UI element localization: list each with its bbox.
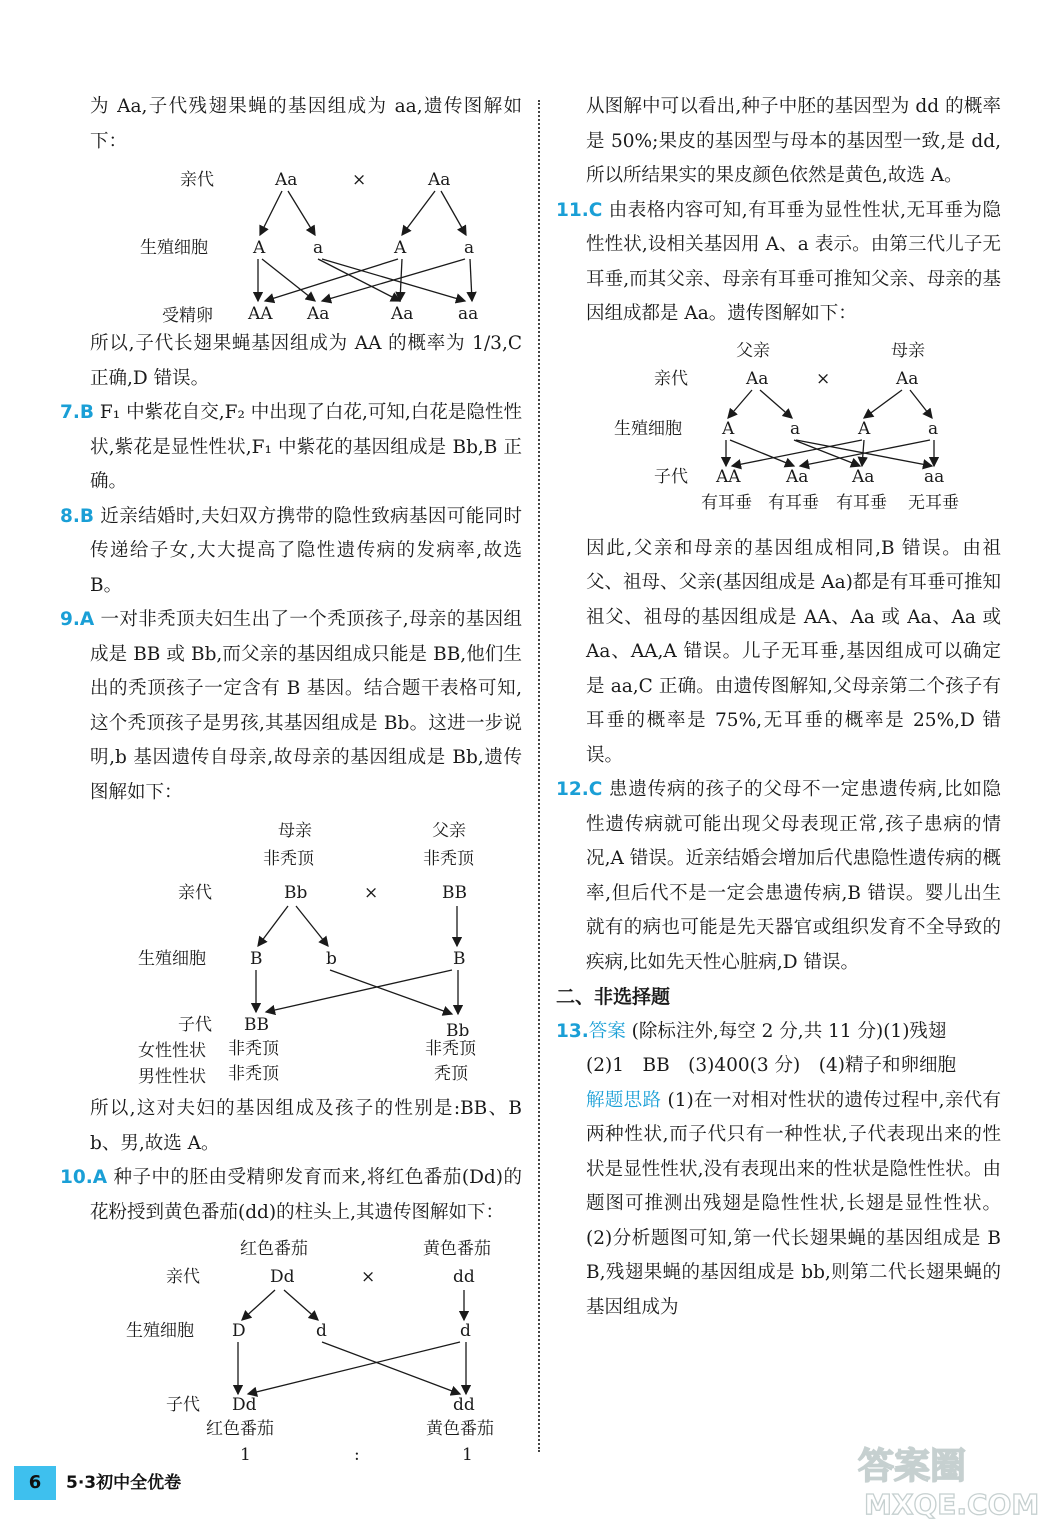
q8-number: 8.B bbox=[60, 505, 95, 527]
q11-text: 由表格内容可知,有耳垂为显性性状,无耳垂为隐性性状,设相关基因用 A、a 表示。由第三代儿子无耳垂,而其父亲、母亲有耳垂可推知父亲、母亲的基因组成都是 Aa。遗传图解如下： bbox=[586, 199, 1001, 324]
mother-phenotype: 非秃顶 bbox=[263, 849, 314, 869]
child-4-phenotype: 无耳垂 bbox=[908, 492, 959, 513]
diagram-earlobe-cross bbox=[556, 336, 1001, 528]
q9-number: 9.A bbox=[60, 609, 95, 630]
ratio-2: 1 bbox=[462, 1445, 473, 1465]
male-trait-2: 秃顶 bbox=[434, 1064, 468, 1084]
cross-arrows bbox=[238, 1290, 466, 1394]
q8-text: 近亲结婚时,夫妇双方携带的隐性致病基因可能同时传递给子女,大大提高了隐性遗传病的发病率,故选 B。 bbox=[90, 505, 522, 596]
label-gamete: 生殖细胞 bbox=[126, 1321, 194, 1341]
child-2-phenotype: 有耳垂 bbox=[768, 492, 819, 513]
watermark-logo bbox=[850, 1434, 1040, 1522]
parent-yellow: dd bbox=[453, 1267, 475, 1287]
label-male: 男性性状 bbox=[138, 1067, 206, 1087]
label-gamete: 生殖细胞 bbox=[140, 238, 208, 258]
label-parent: 亲代 bbox=[654, 368, 688, 389]
label-gamete: 生殖细胞 bbox=[138, 949, 206, 969]
child-1-phenotype: 红色番茄 bbox=[206, 1419, 274, 1439]
child-2: Bb bbox=[446, 1021, 470, 1041]
label-gamete: 生殖细胞 bbox=[614, 418, 682, 439]
child-3: Aa bbox=[852, 466, 875, 487]
cross-sign: × bbox=[352, 170, 367, 190]
page-number: 6 bbox=[14, 1466, 56, 1500]
gamete-1: A bbox=[253, 238, 266, 258]
child-3-phenotype: 有耳垂 bbox=[836, 492, 887, 513]
male-trait-1: 非秃顶 bbox=[228, 1064, 279, 1084]
watermark-text: 答案圈 bbox=[858, 1446, 967, 1487]
book-title: 5·3初中全优卷 bbox=[66, 1473, 182, 1493]
q12-text: 患遗传病的孩子的父母不一定患遗传病,比如隐性遗传病就可能出现父母表现正常,孩子患病的情况,A 错误。近亲结婚会增加后代患隐性遗传病的概率,但后代不是一定会患遗传病,B 错误。婴儿出生就有的病也可能是先天器官或组织发育不全导致的疾病,比如先天性心脏病,D 错误。 bbox=[586, 779, 1001, 973]
column-divider bbox=[538, 100, 540, 1452]
gamete-2: d bbox=[316, 1321, 327, 1341]
ratio-colon: : bbox=[354, 1445, 360, 1465]
cross-sign: × bbox=[364, 883, 379, 903]
label-female: 女性性状 bbox=[138, 1041, 206, 1061]
cross-arrows bbox=[256, 906, 458, 1014]
gamete-4: a bbox=[464, 238, 475, 258]
label-child: 子代 bbox=[178, 1015, 212, 1035]
child-1: Dd bbox=[232, 1395, 257, 1415]
question-9 bbox=[60, 603, 522, 810]
label-child: 子代 bbox=[166, 1395, 200, 1415]
continuation-q10: 从图解中可以看出,种子中胚的基因型为 dd 的概率是 50%;果皮的基因型与母本的基因型一致,是 dd,所以所结果实的果皮颜色依然是黄色,故选 A。 bbox=[586, 96, 1001, 186]
parent-mother: Aa bbox=[896, 368, 919, 389]
solution-label: 解题思路 bbox=[586, 1089, 662, 1111]
question-10 bbox=[60, 1161, 522, 1230]
diagram-fruitfly-cross bbox=[60, 163, 522, 326]
cross-sign: × bbox=[816, 368, 831, 389]
after-diagram-11: 因此,父亲和母亲的基因组成相同,B 错误。由祖父、祖母、父亲(基因组成是 Aa)都是有耳垂可推知祖父、祖母的基因组成是 AA、Aa 或 Aa、Aa 或 Aa、AA,A 错误。儿子无耳垂,基因组成可以确定是 aa,C 正确。由遗传图解知,父母亲第二个孩子有耳垂的概率是 75%,无耳垂的概率是 25%,D 错误。 bbox=[586, 537, 1001, 766]
label-parent: 亲代 bbox=[166, 1267, 200, 1287]
q7-number: 7.B bbox=[60, 402, 95, 423]
question-7 bbox=[60, 396, 522, 500]
parent-father: BB bbox=[442, 883, 467, 903]
diagram-tomato-cross bbox=[60, 1234, 522, 1464]
question-11 bbox=[556, 194, 1001, 332]
child-1-phenotype: 有耳垂 bbox=[701, 492, 752, 513]
label-mother: 母亲 bbox=[278, 821, 312, 841]
zygote-1: AA bbox=[248, 304, 273, 324]
question-8 bbox=[60, 500, 522, 604]
parent-1: Aa bbox=[275, 170, 298, 190]
q13-answer-line2: (2)1 BB (3)400(3 分) (4)精子和卵细胞 bbox=[586, 1055, 956, 1076]
label-mother: 母亲 bbox=[891, 340, 925, 361]
label-red-tomato: 红色番茄 bbox=[240, 1239, 308, 1259]
intro-paragraph: 为 Aa,子代残翅果蝇的基因组成为 aa,遗传图解如下： bbox=[90, 96, 522, 152]
q12-number: 12.C bbox=[556, 779, 603, 800]
diagram-baldness-cross bbox=[60, 814, 522, 1087]
zygote-2: Aa bbox=[307, 304, 330, 324]
child-2: dd bbox=[453, 1395, 475, 1415]
svg-text:MXQE.COM: MXQE.COM bbox=[864, 1488, 1040, 1521]
father-phenotype: 非秃顶 bbox=[423, 849, 474, 869]
parent-mother: Bb bbox=[284, 883, 308, 903]
gamete-3: d bbox=[460, 1321, 471, 1341]
gamete-2: a bbox=[790, 418, 801, 439]
label-parent: 亲代 bbox=[178, 883, 212, 903]
cross-arrows bbox=[258, 191, 475, 301]
child-1: BB bbox=[244, 1015, 269, 1035]
label-father: 父亲 bbox=[432, 821, 466, 841]
after-diagram-9: 所以,这对夫妇的基因组成及孩子的性别是:BB、Bb、男,故选 A。 bbox=[90, 1098, 522, 1154]
page-footer bbox=[14, 1466, 274, 1504]
q13-answer-text: (除标注外,每空 2 分,共 11 分)(1)残翅 bbox=[625, 1020, 947, 1042]
gamete-4: a bbox=[928, 418, 939, 439]
label-yellow-tomato: 黄色番茄 bbox=[423, 1239, 491, 1259]
ratio-1: 1 bbox=[240, 1445, 251, 1465]
cross-sign: × bbox=[361, 1267, 376, 1287]
zygote-4: aa bbox=[458, 304, 479, 324]
q7-text: F₁ 中紫花自交,F₂ 中出现了白花,可知,白花是隐性性状,紫花是显性性状,F₁ 中紫花的基因组成是 Bb,B 正确。 bbox=[90, 402, 522, 492]
zygote-3: Aa bbox=[391, 304, 414, 324]
cross-arrows bbox=[726, 390, 934, 466]
answer-label: 答案 bbox=[588, 1020, 626, 1042]
question-13-solution bbox=[556, 1084, 1001, 1326]
gamete-1: B bbox=[250, 949, 263, 969]
gamete-2: b bbox=[326, 949, 337, 969]
child-2-phenotype: 黄色番茄 bbox=[426, 1419, 494, 1439]
q9-text: 一对非秃顶夫妇生出了一个秃顶孩子,母亲的基因组成是 BB 或 Bb,而父亲的基因组成只能是 BB,他们生出的秃顶孩子一定含有 B 基因。结合题干表格可知,这个秃顶孩子是男孩,其基因组成是 Bb。这进一步说明,b 基因遗传自母亲,故母亲的基因组成是 Bb,遗传图解如下： bbox=[90, 609, 522, 803]
label-zygote: 受精卵 bbox=[162, 306, 213, 326]
label-parent: 亲代 bbox=[180, 170, 214, 190]
gamete-2: a bbox=[313, 238, 324, 258]
gamete-3: A bbox=[858, 418, 871, 439]
parent-2: Aa bbox=[428, 170, 451, 190]
label-child: 子代 bbox=[654, 466, 688, 487]
gamete-3: A bbox=[394, 238, 407, 258]
right-column bbox=[556, 90, 1001, 1325]
left-column bbox=[60, 90, 522, 1468]
child-2: Aa bbox=[786, 466, 809, 487]
after-diagram-1: 所以,子代长翅果蝇基因组成为 AA 的概率为 1/3,C 正确,D 错误。 bbox=[90, 333, 522, 389]
q11-number: 11.C bbox=[556, 199, 603, 221]
question-13-answer bbox=[556, 1015, 1001, 1050]
gamete-3: B bbox=[453, 949, 466, 969]
q13-solution-text: (1)在一对相对性状的遗传过程中,亲代有两种性状,而子代只有一种性状,子代表现出来的性状是显性性状,没有表现出来的性状是隐性性状。由题图可推测出残翅是隐性性状,长翅是显性性状。(2)分析题图可知,第一代长翅果蝇的基因组成是 BB,残翅果蝇的基因组成是 bb,则第二代长翅果蝇的基因组成为 bbox=[586, 1089, 1001, 1318]
q10-text: 种子中的胚由受精卵发育而来,将红色番茄(Dd)的花粉授到黄色番茄(dd)的柱头上,其遗传图解如下： bbox=[90, 1167, 522, 1223]
gamete-1: D bbox=[232, 1321, 246, 1341]
child-4: aa bbox=[924, 466, 945, 487]
section-heading: 二、非选择题 bbox=[556, 986, 671, 1008]
child-1: AA bbox=[716, 466, 741, 487]
female-trait-1: 非秃顶 bbox=[228, 1039, 279, 1059]
gamete-1: A bbox=[722, 418, 735, 439]
label-father: 父亲 bbox=[736, 340, 770, 361]
parent-red: Dd bbox=[270, 1267, 295, 1287]
question-12 bbox=[556, 773, 1001, 980]
q10-number: 10.A bbox=[60, 1167, 108, 1188]
q13-number: 13. bbox=[556, 1020, 589, 1042]
parent-father: Aa bbox=[746, 368, 769, 389]
female-trait-2: 非秃顶 bbox=[425, 1039, 476, 1059]
